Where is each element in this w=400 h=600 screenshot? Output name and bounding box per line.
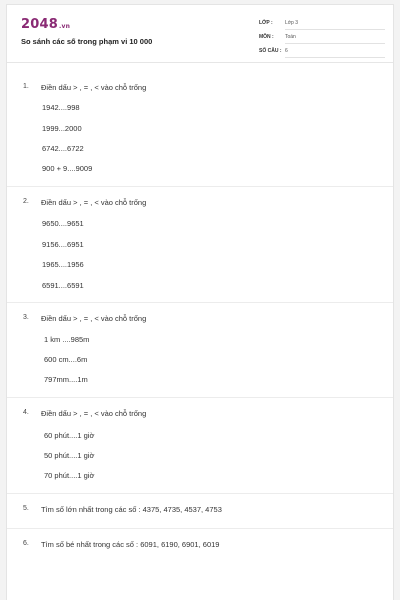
worksheet <box>6 4 394 600</box>
meta-subject-row <box>259 32 385 44</box>
question-item: 797mm....1m <box>44 375 88 384</box>
meta-class-row <box>259 18 385 30</box>
question-number: 2. <box>23 198 29 205</box>
question-number: 3. <box>23 314 29 321</box>
meta-subject-label: MÔN : <box>259 34 274 40</box>
worksheet-title: So sánh các số trong phạm vi 10 000 <box>21 37 153 46</box>
question-item: 600 cm....6m <box>44 355 88 364</box>
question-prompt: Điền dấu > , = , < vào chỗ trống <box>41 409 147 418</box>
question-item: 6591....6591 <box>42 281 84 290</box>
meta-count-value: 6 <box>285 48 288 54</box>
meta-count-label: SỐ CÂU : <box>259 48 282 54</box>
question-item: 1 km ....985m <box>44 335 90 344</box>
section-divider <box>7 302 393 303</box>
question-prompt: Điền dấu > , = , < vào chỗ trống <box>41 198 147 207</box>
meta-count-row <box>259 46 385 58</box>
section-divider <box>7 186 393 187</box>
meta-count-underline <box>285 57 385 58</box>
question-item: 9650....9651 <box>42 219 84 228</box>
question-item: 9156....6951 <box>42 240 84 249</box>
question-item: 900 + 9....9009 <box>42 164 93 173</box>
section-divider <box>7 397 393 398</box>
meta-class-underline <box>285 29 385 30</box>
question-prompt: Tìm số bé nhất trong các số : 6091, 6190, 6901, 6019 <box>41 540 220 549</box>
question-item: 50 phút....1 giờ <box>44 451 95 460</box>
site-logo[interactable] <box>21 17 70 32</box>
logo-suffix: .vn <box>58 23 71 30</box>
question-number: 6. <box>23 540 29 547</box>
question-number: 5. <box>23 505 29 512</box>
meta-subject-value: Toán <box>285 34 296 40</box>
meta-class-label: LỚP : <box>259 20 273 26</box>
question-item: 1999...2000 <box>42 124 82 133</box>
question-prompt: Tìm số lớn nhất trong các số : 4375, 4735, 4537, 4753 <box>41 505 222 514</box>
question-prompt: Điền dấu > , = , < vào chỗ trống <box>41 83 147 92</box>
question-number: 4. <box>23 409 29 416</box>
section-divider <box>7 528 393 529</box>
question-item: 6742....6722 <box>42 144 84 153</box>
logo-text: 2048 <box>21 17 58 32</box>
section-divider <box>7 493 393 494</box>
question-prompt: Điền dấu > , = , < vào chỗ trống <box>41 314 147 323</box>
question-item: 70 phút....1 giờ <box>44 471 95 480</box>
question-item: 1942....998 <box>42 103 80 112</box>
meta-subject-underline <box>285 43 385 44</box>
question-item: 60 phút....1 giờ <box>44 431 95 440</box>
question-number: 1. <box>23 83 29 90</box>
worksheet-header <box>7 5 393 63</box>
meta-class-value: Lớp 3 <box>285 20 299 26</box>
question-item: 1965....1956 <box>42 260 84 269</box>
